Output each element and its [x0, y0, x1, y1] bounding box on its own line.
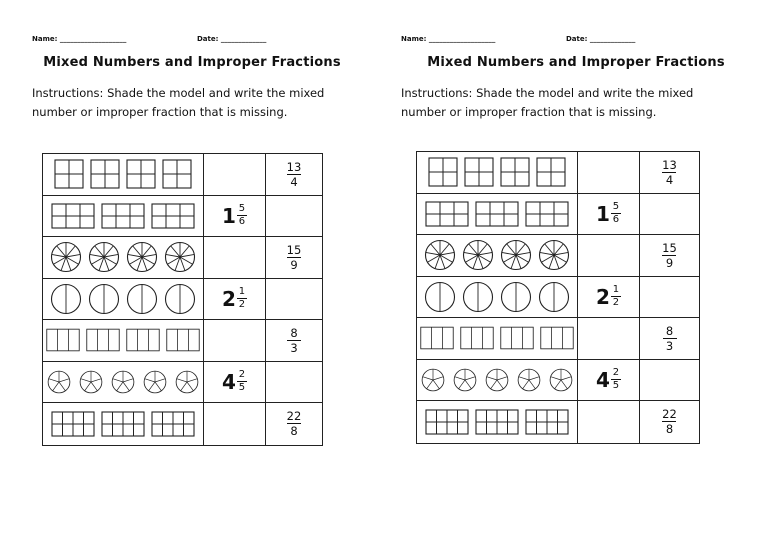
improper-fraction-cell: [640, 318, 699, 359]
circle-model: [50, 241, 82, 273]
mixed-number: [222, 204, 247, 228]
denominator: 6: [238, 216, 246, 228]
improper-fraction-cell: [640, 401, 699, 443]
denominator: 9: [290, 257, 298, 272]
fraction: [237, 287, 247, 310]
denominator: 9: [665, 255, 674, 270]
numerator: 8: [290, 325, 298, 340]
model-cell[interactable]: [417, 152, 578, 193]
model-cell[interactable]: [43, 154, 204, 195]
numerator: 13: [662, 157, 677, 172]
denominator: 2: [238, 299, 246, 311]
mixed-number-cell: [578, 277, 640, 318]
circle-model: [126, 283, 158, 315]
square-model: [90, 159, 120, 189]
square-model: [54, 159, 84, 189]
square-model: [126, 159, 156, 189]
denominator: 4: [665, 172, 674, 187]
improper-fraction-cell: [266, 320, 322, 361]
model-cell[interactable]: [43, 320, 204, 361]
mixed-number-cell[interactable]: [578, 235, 640, 276]
rectangle-model: [51, 411, 95, 437]
numerator: 22: [286, 409, 302, 424]
numerator: 1: [612, 284, 620, 296]
rectangle-model: [425, 201, 469, 227]
improper-fraction-cell: [640, 152, 699, 193]
improper-fraction-cell[interactable]: [266, 362, 322, 403]
mixed-number-cell[interactable]: [204, 320, 266, 361]
table-row: [417, 318, 699, 360]
whole-number: 2: [222, 286, 236, 311]
circle-model: [424, 239, 456, 271]
improper-fraction-cell: [266, 237, 322, 278]
rectangle-model: [86, 325, 120, 355]
numerator: 5: [612, 201, 620, 213]
rectangle-model: [525, 409, 569, 435]
fraction: [287, 327, 301, 354]
model-cell[interactable]: [417, 277, 578, 318]
improper-fraction-cell: [266, 403, 322, 445]
table-row: [417, 194, 699, 236]
mixed-number: [596, 202, 621, 226]
whole-number: 4: [222, 369, 236, 394]
numerator: 2: [612, 367, 620, 379]
model-cell[interactable]: [43, 403, 204, 445]
mixed-number: [596, 368, 621, 392]
rectangle-model: [151, 411, 195, 437]
circle-model: [175, 366, 199, 398]
circle-model: [517, 364, 541, 396]
numerator: 8: [665, 323, 674, 338]
fraction: [287, 161, 302, 188]
model-cell[interactable]: [43, 279, 204, 320]
circle-model: [111, 366, 135, 398]
table-row: [417, 235, 699, 277]
mixed-number-cell: [204, 279, 266, 320]
numerator: 1: [238, 286, 246, 298]
mixed-number-cell: [578, 194, 640, 235]
denominator: 3: [665, 338, 674, 353]
square-model: [500, 157, 530, 187]
square-model: [464, 157, 494, 187]
date-label: Date: _____________: [197, 35, 267, 43]
rectangle-model: [166, 325, 200, 355]
square-model: [162, 159, 192, 189]
mixed-number-cell: [204, 196, 266, 237]
mixed-number-cell[interactable]: [578, 401, 640, 443]
fraction: [663, 325, 677, 352]
fraction: [662, 242, 677, 269]
circle-model: [462, 239, 494, 271]
fraction-table: [42, 153, 323, 446]
circle-model: [50, 283, 82, 315]
denominator: 6: [612, 214, 620, 226]
table-row: [43, 237, 322, 279]
circle-model: [549, 364, 573, 396]
mixed-number-cell[interactable]: [204, 237, 266, 278]
rectangle-model: [51, 203, 95, 229]
circle-model: [453, 364, 477, 396]
numerator: 15: [286, 242, 302, 257]
header-fields: [401, 35, 636, 43]
improper-fraction-cell: [640, 235, 699, 276]
fraction: [237, 204, 247, 227]
denominator: 2: [612, 297, 620, 309]
name-label: Name: ___________________: [401, 35, 496, 43]
rectangle-model: [475, 201, 519, 227]
rectangle-model: [500, 323, 534, 353]
header-fields: [32, 35, 267, 43]
whole-number: 1: [596, 201, 610, 226]
circle-model: [143, 366, 167, 398]
model-cell[interactable]: [417, 360, 578, 401]
circle-model: [47, 366, 71, 398]
improper-fraction-cell[interactable]: [640, 360, 699, 401]
rectangle-model: [126, 325, 160, 355]
fraction: [287, 244, 302, 271]
fraction: [237, 370, 247, 393]
improper-fraction-cell: [266, 154, 322, 195]
worksheet-right: [384, 0, 768, 543]
mixed-number-cell[interactable]: [204, 154, 266, 195]
table-row: [43, 154, 322, 196]
mixed-number-cell[interactable]: [578, 318, 640, 359]
instructions-text: Instructions: Shade the model and write the mixed number or improper fraction that is missing.: [401, 86, 694, 119]
numerator: 2: [238, 369, 246, 381]
rectangle-model: [540, 323, 574, 353]
mixed-number: [222, 287, 247, 311]
mixed-number-cell: [578, 360, 640, 401]
table-row: [417, 277, 699, 319]
whole-number: 1: [222, 203, 236, 228]
fraction: [287, 410, 302, 437]
numerator: 15: [662, 240, 677, 255]
rectangle-model: [525, 201, 569, 227]
circle-model: [421, 364, 445, 396]
circle-model: [485, 364, 509, 396]
improper-fraction-cell[interactable]: [266, 279, 322, 320]
date-label: Date: _____________: [566, 35, 636, 43]
circle-model: [500, 281, 532, 313]
numerator: 22: [662, 407, 677, 422]
fraction: [611, 285, 621, 308]
mixed-number: [222, 370, 247, 394]
model-cell[interactable]: [43, 237, 204, 278]
rectangle-model: [420, 323, 454, 353]
improper-fraction-cell[interactable]: [640, 194, 699, 235]
rectangle-model: [101, 203, 145, 229]
model-cell[interactable]: [417, 194, 578, 235]
circle-model: [164, 241, 196, 273]
mixed-number-cell[interactable]: [578, 152, 640, 193]
worksheet-title: Mixed Numbers and Improper Fractions: [43, 55, 341, 70]
rectangle-model: [151, 203, 195, 229]
circle-model: [538, 281, 570, 313]
mixed-number: [596, 285, 621, 309]
table-row: [43, 279, 322, 321]
circle-model: [88, 283, 120, 315]
improper-fraction-cell[interactable]: [640, 277, 699, 318]
model-cell[interactable]: [43, 362, 204, 403]
name-label: Name: ___________________: [32, 35, 127, 43]
rectangle-model: [460, 323, 494, 353]
denominator: 8: [665, 422, 674, 437]
circle-model: [88, 241, 120, 273]
circle-model: [538, 239, 570, 271]
whole-number: 4: [596, 367, 610, 392]
table-row: [43, 196, 322, 238]
rectangle-model: [425, 409, 469, 435]
model-cell[interactable]: [43, 196, 204, 237]
table-row: [43, 320, 322, 362]
circle-model: [126, 241, 158, 273]
circle-model: [164, 283, 196, 315]
model-cell[interactable]: [417, 401, 578, 443]
mixed-number-cell[interactable]: [204, 403, 266, 445]
circle-model: [500, 239, 532, 271]
denominator: 4: [290, 174, 298, 189]
numerator: 5: [238, 203, 246, 215]
mixed-number-cell: [204, 362, 266, 403]
fraction: [611, 368, 621, 391]
fraction-table: [416, 151, 700, 444]
model-cell[interactable]: [417, 318, 578, 359]
denominator: 3: [290, 340, 298, 355]
fraction: [662, 159, 677, 186]
circle-model: [424, 281, 456, 313]
fraction: [662, 408, 677, 435]
denominator: 8: [290, 424, 298, 439]
denominator: 5: [612, 380, 620, 392]
circle-model: [462, 281, 494, 313]
rectangle-model: [475, 409, 519, 435]
improper-fraction-cell[interactable]: [266, 196, 322, 237]
table-row: [417, 360, 699, 402]
square-model: [536, 157, 566, 187]
denominator: 5: [238, 382, 246, 394]
table-row: [43, 362, 322, 404]
model-cell[interactable]: [417, 235, 578, 276]
numerator: 13: [286, 159, 302, 174]
square-model: [428, 157, 458, 187]
whole-number: 2: [596, 284, 610, 309]
circle-model: [79, 366, 103, 398]
rectangle-model: [101, 411, 145, 437]
rectangle-model: [46, 325, 80, 355]
table-row: [43, 403, 322, 445]
worksheet-title: Mixed Numbers and Improper Fractions: [427, 55, 725, 70]
fraction: [611, 202, 621, 225]
table-row: [417, 401, 699, 443]
instructions-text: Instructions: Shade the model and write the mixed number or improper fraction that is missing.: [32, 86, 325, 119]
table-row: [417, 152, 699, 194]
